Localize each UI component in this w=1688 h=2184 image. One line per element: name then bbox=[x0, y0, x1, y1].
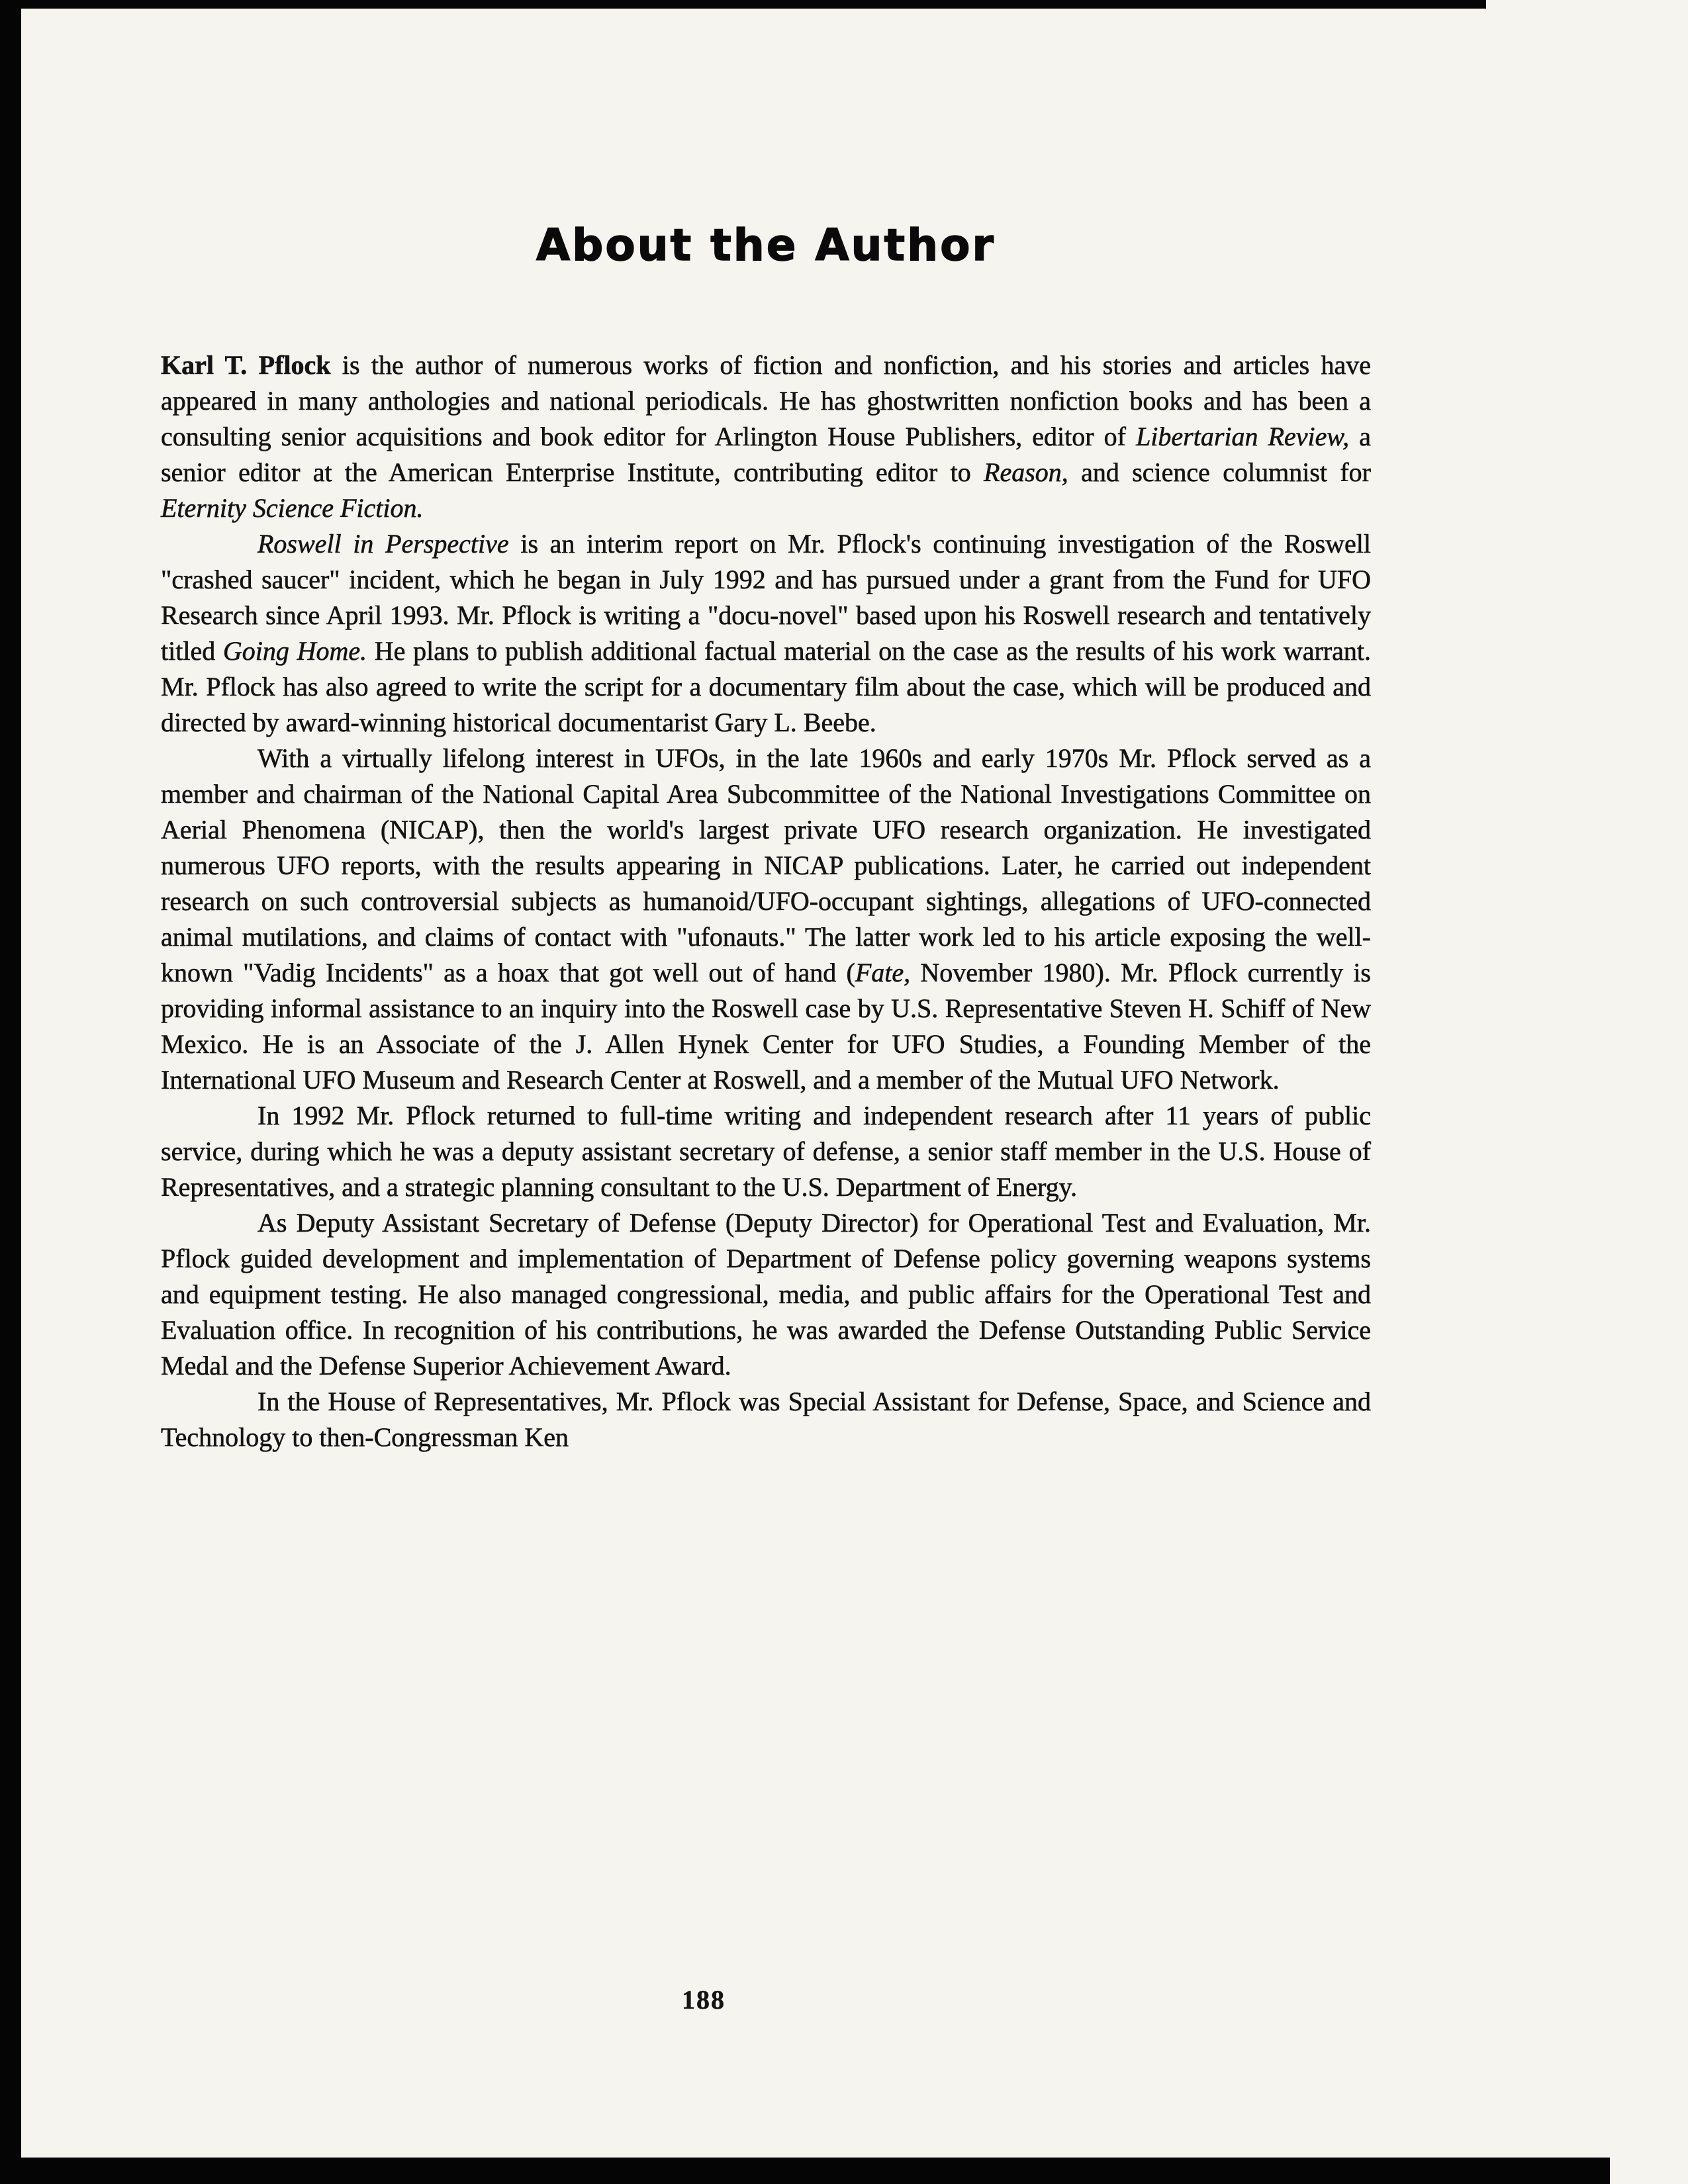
text-run: is an interim report on Mr. Pflock's continuing investigation of the Roswell "crashed saucer" incident, which he began in July 1992 and has pursued under a grant from the Fund for UFO Research since April 1993. Mr. Pflock is writing a "docu-novel" based upon his Roswell research and tentatively titled bbox=[161, 529, 1372, 666]
paragraph bbox=[161, 1098, 1371, 1205]
paragraph bbox=[161, 347, 1371, 526]
page-title: About the Author bbox=[536, 220, 996, 271]
paragraph bbox=[161, 741, 1371, 1098]
text-run: As Deputy Assistant Secretary of Defense (Deputy Director) for Operational Test and Evaluation, Mr. Pflock guided development and implementation of Department of Defense policy governing weapons systems and equipment testing. He also managed congressional, media, and public affairs for the Operational Test and Evaluation office. In recognition of his contributions, he was awarded the Defense Outstanding Public Service Medal and the Defense Superior Achievement Award. bbox=[161, 1208, 1371, 1381]
paragraph bbox=[161, 1205, 1371, 1384]
text-run: and science columnist for bbox=[1068, 457, 1371, 487]
text-run: is the author of numerous works of fiction and nonfiction, and his stories and articles have appeared in many anthologies and national periodicals. He has ghostwritten nonfiction books and has been a consulting senior acquisitions and book editor for Arlington House Publishers, editor of bbox=[161, 350, 1371, 451]
paragraph bbox=[161, 1384, 1371, 1455]
bold-run: Karl T. Pflock bbox=[161, 350, 331, 380]
page-content bbox=[161, 0, 1371, 1455]
text-run: November 1980). Mr. Pflock currently is providing informal assistance to an inquiry into the Roswell case by U.S. Representative Steven H. Schiff of New Mexico. He is an Associate of the J. Allen Hynek Center for UFO Studies, a Founding Member of the International UFO Museum and Research Center at Roswell, and a member of the Mutual UFO Network. bbox=[161, 958, 1371, 1095]
italic-run: Roswell in Perspective bbox=[258, 529, 509, 559]
text-run: In the House of Representatives, Mr. Pflock was Special Assistant for Defense, Space, and Science and Technology to then-Congressman Ken bbox=[161, 1387, 1371, 1452]
text-run: With a virtually lifelong interest in UFOs, in the late 1960s and early 1970s Mr. Pflock served as a member and chairman of the National Capital Area Subcommittee of the National Investigations Committee on Aerial Phenomena (NICAP), then the world's largest private UFO research organization. He investigated numerous UFO reports, with the results appearing in NICAP publications. Later, he carried out independent research on such controversial subjects as humanoid/UFO-occupant sightings, allegations of UFO-connected animal mutilations, and claims of contact with "ufonauts." The latter work led to his article exposing the well-known "Vadig Incidents" as a hoax that got well out of hand ( bbox=[161, 743, 1371, 987]
italic-run: Eternity Science Fiction. bbox=[161, 493, 424, 523]
italic-run: Libertarian Review, bbox=[1136, 422, 1350, 451]
paragraph bbox=[161, 526, 1371, 741]
text-run: He plans to publish additional factual material on the case as the results of his work warrant. Mr. Pflock has also agreed to write the script for a documentary film about the case, which will be produced and directed by award-winning historical documentarist Gary L. Beebe. bbox=[161, 636, 1371, 737]
italic-run: Going Home. bbox=[222, 636, 367, 666]
text-run: a senior editor at the American Enterprise Institute, contributing editor to bbox=[161, 422, 1371, 487]
text-run: In 1992 Mr. Pflock returned to full-time writing and independent research after 11 years of public service, during which he was a deputy assistant secretary of defense, a senior staff member in the U.S. House of Representatives, and a strategic planning consultant to the U.S. Department of Energy. bbox=[161, 1101, 1371, 1202]
italic-run: Reason, bbox=[984, 457, 1068, 487]
scan-edge-left bbox=[0, 0, 21, 2184]
scan-edge-bottom bbox=[19, 2158, 1610, 2184]
italic-run: Fate, bbox=[855, 958, 911, 987]
body-text bbox=[161, 347, 1371, 1455]
page-number: 188 bbox=[682, 1985, 726, 2015]
